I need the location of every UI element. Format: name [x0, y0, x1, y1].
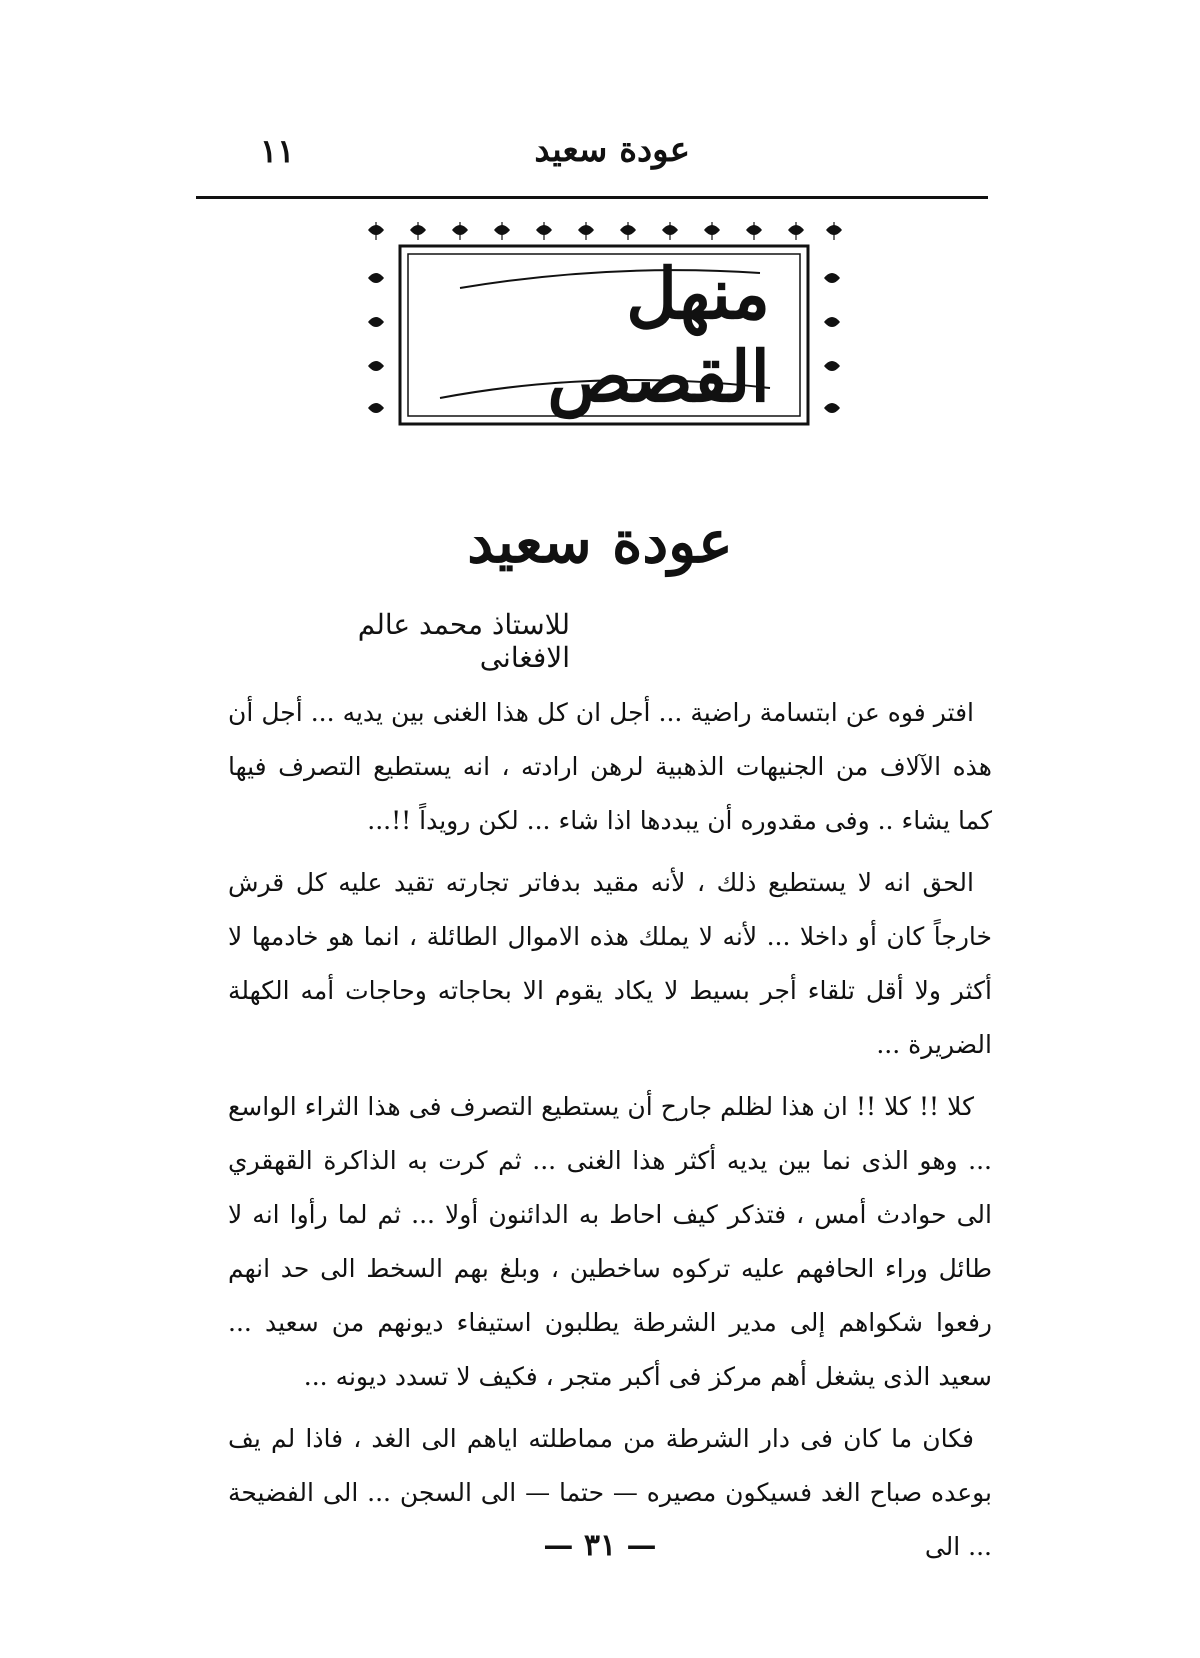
running-title: عودة سعيد — [534, 130, 690, 170]
paragraph: افتر فوه عن ابتسامة راضية ... أجل ان كل هذا الغنى بين يديه ... أجل أن هذه الآلاف من الجنيهات الذهبية لرهن ارادته ، انه يستطيع التصرف فيها كما يشاء .. وفى مقدوره أن يبددها اذا شاء ... لكن رويداً !!... — [228, 698, 992, 835]
paragraph: فكان ما كان فى دار الشرطة من مماطلته اياهم الى الغد ، فاذا لم يف بوعده صباح الغد فسيكون مصيره — حتما — الى السجن ... الى الفضيحة ... الى — [228, 1424, 992, 1561]
paragraph: كلا !! كلا !! ان هذا لظلم جارح أن يستطيع التصرف فى هذا الثراء الواسع ... وهو الذى نما بين يديه أكثر هذا الغنى ... ثم كرت به الذاكرة القهقري الى حوادث أمس ، فتذكر كيف احاط به الدائنون أولا ... ثم لما رأوا انه لا طائل وراء الحافهم عليه تركوه ساخطين ، وبلغ بهم السخط الى حد انهم رفعوا شكواهم إلى مدير الشرطة يطلبون استيفاء ديونهم من سعيد ... سعيد الذى يشغل أهم مركز فى أكبر متجر ، فكيف لا تسدد ديونه ... — [228, 1092, 992, 1391]
running-header — [260, 130, 690, 180]
header-rule — [196, 196, 988, 199]
header-page-number: ١١ — [260, 132, 295, 170]
article-title: عودة سعيد — [467, 508, 733, 576]
paragraph: الحق انه لا يستطيع ذلك ، لأنه مقيد بدفاتر تجارته تقيد عليه كل قرش خارجاً كان أو داخلا ... لأنه لا يملك هذه الاموال الطائلة ، انما هو خادمها لا أكثر ولا أقل تلقاء أجر بسيط لا يكاد يقوم الا بحاجاته وحاجات أمه الكهلة الضريرة ... — [228, 868, 992, 1059]
footer-page-number: — ٣١ — — [543, 1528, 657, 1563]
banner-title: منهل القصص — [547, 252, 770, 418]
decorative-banner — [360, 218, 848, 448]
article-body — [228, 686, 992, 1582]
author-byline: للاستاذ محمد عالم الافغانى — [357, 608, 570, 674]
